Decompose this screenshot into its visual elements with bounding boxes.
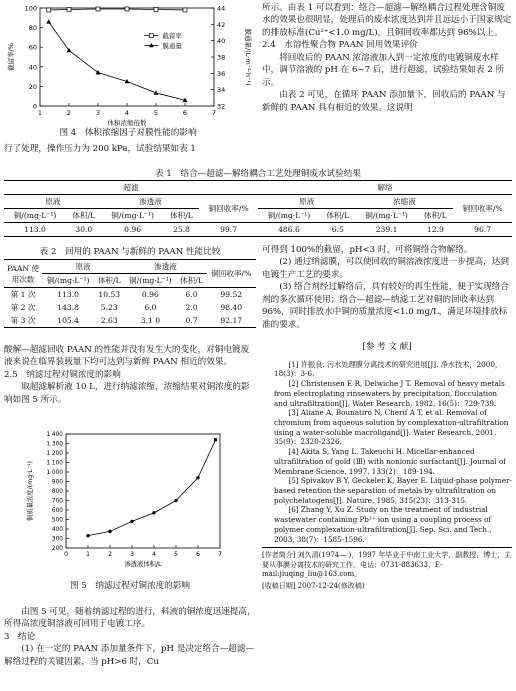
table-2 (4, 259, 256, 328)
legend-label-retention: 截留率 (162, 31, 182, 40)
tick-label: 38 (217, 53, 226, 62)
copper-point (174, 499, 177, 502)
table-cell: 12.9 (426, 225, 444, 234)
x-axis-label: 体积浓缩倍数 (107, 119, 147, 127)
plot-frame (66, 434, 220, 548)
tick-label: 1 000 (46, 470, 63, 477)
retention-point (96, 7, 100, 11)
tick-label: 7 (218, 551, 222, 558)
paragraph: 酸解—超滤回收 PAAN 的性能并没有发生大的变化，对铜电镀废液来说在临界装载量下均可达到与新鲜 PAAN 相近的效果。 (4, 345, 250, 368)
table-cell: 98.40 (220, 303, 243, 312)
table-header: 解络 (258, 181, 512, 195)
right-mid-column (262, 244, 512, 591)
table-cell: 99.52 (220, 290, 243, 299)
table-cell: 3.1 0 (140, 316, 161, 325)
table-cell: 143.8 (57, 303, 79, 312)
retention-point (67, 7, 71, 11)
retention-point (154, 7, 158, 11)
copper-point (130, 520, 133, 523)
copper-point (108, 530, 111, 533)
tick-label: 300 (51, 536, 63, 543)
tick-label: 6 (182, 109, 188, 117)
table-header: 体积/L (180, 276, 203, 285)
table-cell: 第 2 次 (10, 303, 36, 312)
copper-point (152, 511, 155, 514)
tick-label: 1 (86, 551, 90, 558)
right-top-column (262, 2, 512, 114)
table-cell: 第 1 次 (10, 290, 36, 299)
tick-label: 40 (217, 37, 226, 46)
received-date: [收稿日期] 2007-12-24(修改稿) (262, 581, 365, 590)
table-cell: 2.63 (100, 316, 118, 325)
left-bottom-column (4, 606, 256, 668)
tick-label: 600 (51, 508, 63, 515)
tick-label: 3 (95, 109, 101, 117)
paragraph: 取超滤解析液 10 L，进行纳滤浓缩，浓缩结果对铜浓度的影响如图 5 所示。 (4, 382, 250, 405)
retention-point (183, 8, 187, 12)
table-header: 体积/L (326, 211, 350, 220)
table-header: 原液 (4, 195, 102, 209)
table-header: 铜/(mg·L⁻¹) (13, 211, 57, 220)
tick-label: 5 (174, 551, 178, 558)
section-heading-2-5: 2.5 纳滤过程对铜浓度的影响 (4, 369, 121, 380)
y-axis-label: 铜质量浓度/(mg·L⁻¹) (27, 460, 34, 522)
table-header: 体积/L (72, 211, 96, 220)
table-header: 铜/(mg·L⁻¹) (365, 211, 408, 220)
retention-point (47, 8, 51, 12)
table-cell: 96.7 (474, 225, 492, 234)
paragraph: 所示。由表 1 可以看到：络合—超滤—解络耦合过程处理含铜废水的效果也很明显，处理后的废水浓度达到并且远远小于国家规定的排放标准(Cu²⁺<1.0 mg/L)，且铜回收率都达到 96%以上。 (262, 3, 512, 38)
table-cell: 5.23 (100, 303, 118, 312)
retention-point (125, 7, 129, 11)
table-cell: 486.6 (278, 225, 300, 234)
references-list (262, 360, 512, 545)
tick-label: 1 200 (46, 451, 63, 458)
table-header: 铜回收率/% (207, 260, 257, 288)
paragraph: 由表 2 可见，在循环 PAAN 添加量下，回收后的 PAAN 与新鲜的 PAAN 具有相近的效果。这说明 (262, 90, 506, 113)
tick-label: 80 (28, 24, 37, 33)
table-header: 原液 (42, 260, 124, 274)
tick-label: 2 (66, 109, 72, 117)
reference-item: [6] Zhang Y, Xu Z. Study on the treatment of industrial wastewater containing Pb²⁺ ion using a coupling process of polymer complexation-ultrafiltration[J]. Sep. Sci. and Tech., 2003, 38(7)：1585-1596. (274, 505, 492, 544)
reference-item: [5] Spivakov B Y, Geckeler K, Bayer E. Liquid-phase polymer-based retention the separation of metals by ultrafiltration on polychelatogens[J]. Nature, 1985, 315(23)：313-315. (274, 476, 512, 505)
tick-label: 6 (196, 551, 200, 558)
tick-label: 500 (51, 517, 63, 524)
table-header: 铜回收率/% (453, 195, 512, 223)
table-cell: 113.0 (57, 290, 79, 299)
table-cell: 92.17 (220, 316, 243, 325)
x-axis-label: 渗透液体积/L (124, 561, 162, 568)
table-cell: 0.96 (124, 225, 142, 234)
table-cell: 6.0 (144, 303, 157, 312)
tick-label: 400 (51, 527, 63, 534)
paragraph: 行了处理，操作压力为 200 kPa，试验结果如表 1 (4, 144, 196, 154)
author-info: [作者简介] 刘久清(1974— )，1997 年毕业于中南工业大学，副教授，博士，主要从事膜分离技术的研究工作。电话：0731-883633，E-mail:jiuqing_liu@163.com。 (262, 551, 512, 579)
plot-frame (40, 8, 214, 106)
table-2-title: 表 2 回用的 PAAN 与新鲜的 PAAN 性能比较 (39, 247, 221, 257)
reference-item: [1] 许振良. 污水处理膜分离技术的研究进展[J]. 净水技术，2000，18(3)：3-6. (274, 359, 503, 379)
figure-5-caption: 图 5 纳滤过程对铜浓度的影响 (70, 581, 190, 591)
tick-label: 2 (108, 551, 112, 558)
divider (262, 547, 512, 548)
table-header: 原液 (258, 195, 356, 209)
reference-item: [3] Aliane A, Bounatiro N, Cherif A T, et al. Removal of chromium from aqueous solution by complexation-ultrafiltration using a water-soluble macroligand[J]. Water Research, 2001, 35(9)：2320-2326. (274, 408, 509, 447)
table-header: 体积/L (423, 211, 447, 220)
table-row (4, 288, 256, 302)
table-cell: 105.4 (57, 316, 79, 325)
left-mid-column (4, 344, 256, 406)
table-header: 铜/(mg·L⁻¹) (129, 276, 172, 285)
table-cell: 0.7 (185, 316, 198, 325)
y-axis-label: 截留率/% (7, 43, 15, 71)
tick-label: 5 (153, 109, 159, 117)
tick-label: 40 (28, 63, 37, 72)
table-header: 铜回收率/% (199, 195, 258, 223)
section-heading-3: 3 结论 (4, 631, 36, 642)
section-heading-2-4: 2.4 水溶性聚合物 PAAN 回用效果评价 (262, 40, 418, 51)
table-row (4, 223, 512, 237)
table-cell: 113.0 (24, 225, 46, 234)
tick-label: 60 (28, 43, 37, 52)
tick-label: 20 (28, 82, 37, 91)
paragraph: (2) 通过纳滤膜，可以使回收的铜溶液浓度进一步提高，达到电镀生产工艺的要求。 (262, 257, 509, 280)
figure-4-caption: 图 4 体积浓缩因子对膜性能的影响 (59, 128, 197, 138)
table-header: 铜/(mg·L⁻¹) (111, 211, 154, 220)
copper-series-line (88, 440, 216, 536)
reference-item: [2] Christensen E R, Delwiche J T. Removal of heavy metals from electroplating rinsewaters by precipitation, flocculation and ultrafiltration[J]. Water Research, 1982, 16(5)：729-739. (274, 379, 505, 408)
table-header: 浓缩液 (356, 195, 454, 209)
copper-point (86, 534, 89, 537)
legend-label-flux: 膜通量 (162, 41, 182, 50)
references-title: [参 考 文 献] (362, 342, 412, 353)
table-cell: 30.0 (75, 225, 93, 234)
figure-5 (22, 428, 237, 578)
paragraph: 可得到 100%的截留，pH<3 时，可将铜络合物解络。 (262, 245, 473, 255)
table-header: 铜/(mg·L⁻¹) (267, 211, 311, 220)
copper-point (214, 438, 217, 441)
figure-4 (4, 2, 252, 128)
tick-label: 700 (51, 498, 63, 505)
flux-point (46, 19, 51, 23)
tick-label: 200 (51, 546, 63, 553)
legend-marker-retention (149, 33, 153, 37)
tick-label: 1 100 (46, 460, 63, 467)
tick-label: 44 (217, 4, 226, 13)
flux-point (96, 70, 101, 74)
tick-label: 3 (130, 551, 134, 558)
table-cell: 25.8 (172, 225, 190, 234)
reference-item: [4] Akita S, Yang L, Takeuchi H. Micellar-enhanced ultrafiltration of gold (Ⅲ) with nonionic surfactant[J]. Journal of Membrane Science, 1997, 133(2)：189-194. (274, 447, 506, 476)
paragraph: (1) 在一定的 PAAN 添加量条件下，pH 是决定络合—超滤—解络过程的关键因素，当 pH>6 时，Cu (4, 644, 255, 667)
paragraph: 由图 5 可见，随着纳滤过程的进行，料液的铜浓度迅速提高，所得高浓度铜溶液可回用于电镀工序。 (4, 607, 256, 630)
tick-label: 1 (37, 109, 43, 117)
table-header: 渗透液 (124, 260, 206, 274)
tick-label: 4 (124, 109, 130, 117)
table-cell: 0.96 (141, 290, 159, 299)
copper-point (196, 476, 199, 479)
table-row (4, 301, 256, 314)
table-cell: 6.0 (185, 290, 198, 299)
tick-label: 0 (64, 551, 68, 558)
table-row (4, 314, 256, 328)
y2-axis-label: 膜通量/(L·m⁻²·h⁻¹) (244, 28, 252, 86)
table-header: 体积/L (97, 276, 121, 285)
table-1 (4, 180, 512, 237)
tick-label: 7 (211, 109, 217, 117)
table-1-title: 表 1 络合—超滤—解络耦合工艺处理铜废水试验结果 (155, 169, 361, 179)
tick-label: 900 (51, 479, 63, 486)
table-header: 铜/(mg·L⁻¹) (46, 276, 90, 285)
table-header: 超滤 (4, 181, 258, 195)
tick-label: 34 (217, 86, 226, 95)
table-cell: 239.1 (375, 225, 398, 234)
tick-label: 100 (24, 4, 37, 13)
tick-label: 1 400 (46, 432, 63, 439)
figure-5-chart (22, 428, 237, 578)
figure-4-chart (4, 2, 252, 128)
left-top-text (4, 143, 256, 155)
paragraph: (3) 络合剂经过解络后，具有较好的再生性能，便于实现络合剂的多次循环使用；络合—超滤—纳滤工艺对铜的回收率达到 96%，同时排放水中铜的质量浓度<1.0 mg/L，满足环境排放标准的要求。 (262, 282, 509, 330)
tick-label: 42 (217, 20, 226, 29)
table-header: 渗透液 (102, 195, 200, 209)
table-cell: 99.7 (220, 225, 238, 234)
tick-label: 800 (51, 489, 63, 496)
table-cell: 10.53 (98, 290, 121, 299)
tick-label: 1 300 (46, 441, 63, 448)
table-header: 体积/L (170, 211, 193, 220)
tick-label: 4 (152, 551, 156, 558)
table-cell: 第 3 次 (10, 316, 36, 325)
tick-label: 36 (217, 69, 226, 78)
table-header: PAAN 使用次数 (4, 260, 42, 288)
paragraph: 将回收后的 PAAN 浓溶液加入到一定浓度的电镀铜废水样中，调节溶液的 pH 在 6~7 后，进行超滤，试验结果如表 2 所示。 (262, 52, 505, 88)
table-cell: 2.0 (185, 303, 198, 312)
table-cell: 6.5 (331, 225, 344, 234)
tick-label: 0 (32, 102, 37, 111)
tick-label: 32 (217, 102, 226, 111)
